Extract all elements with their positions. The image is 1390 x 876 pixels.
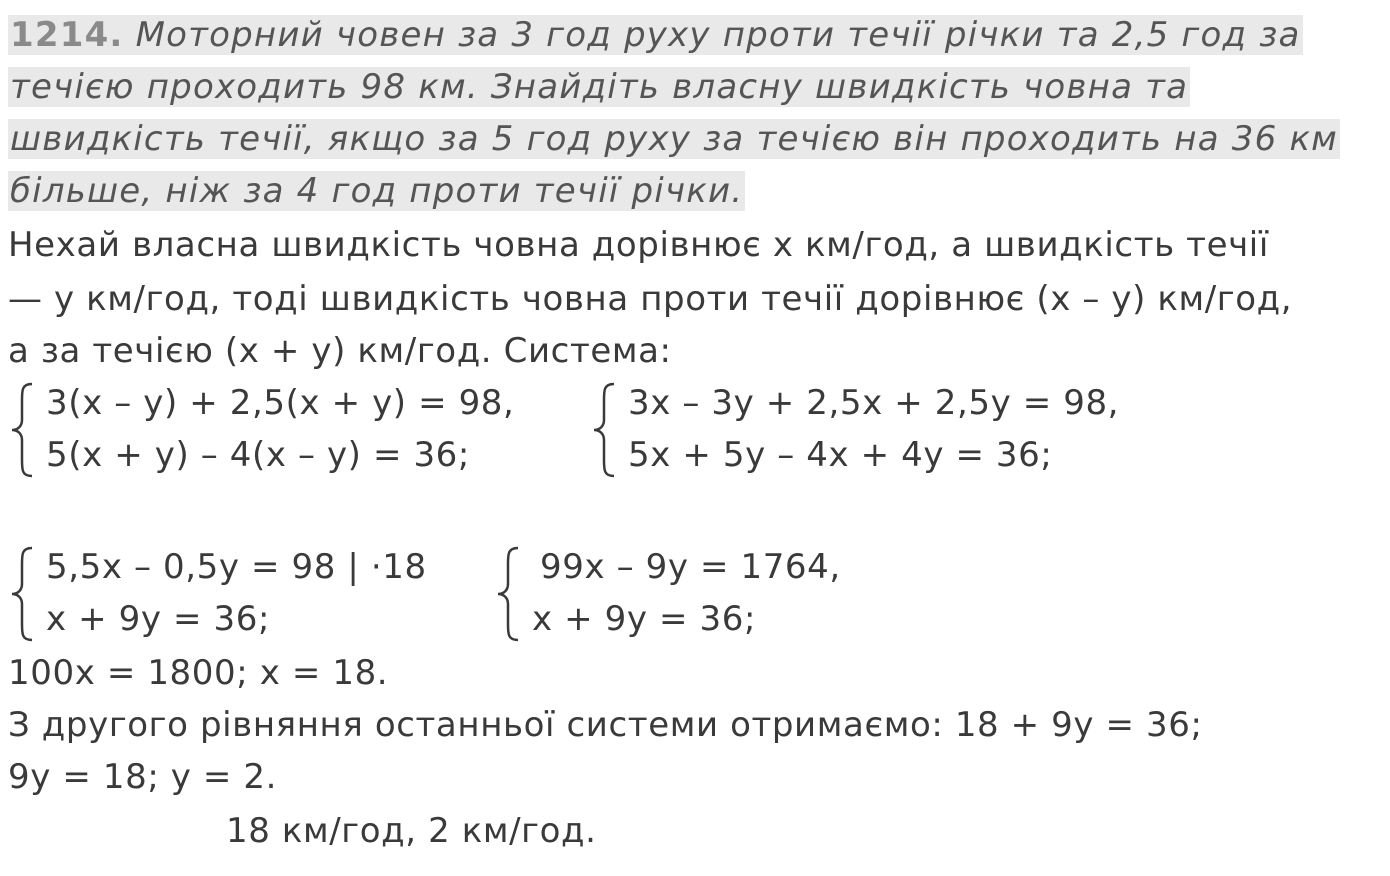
problem-text-1: Моторний човен за 3 год руху проти течії річки та 2,5 год за [135,15,1301,55]
system-1-eq-1: 3(x – y) + 2,5(x + y) = 98, [46,383,515,423]
problem-text-3: швидкість течії, якщо за 5 год руху за течією він проходить на 36 км [10,119,1339,159]
system-2-eq-2: 5x + 5y – 4x + 4y = 36; [628,435,1053,475]
left-brace-icon [590,380,618,480]
left-brace-icon [8,544,36,644]
intro-line-1: Нехай власна швидкість човна дорівнює x км/год, а швидкість течії [8,225,1269,265]
intro-line-3: а за течією (x + y) км/год. Система: [8,331,672,371]
intro-line-2: — y км/год, тоді швидкість човна проти течії дорівнює (x – y) км/год, [8,279,1293,319]
left-brace-icon [494,544,522,644]
system-4-eq-1: 99x – 9y = 1764, [540,547,841,587]
problem-line-2 [8,62,1383,114]
problem-line-4 [8,166,1383,218]
system-3-eq-1: 5,5x – 0,5y = 98 | ·18 [46,547,427,587]
system-3-eq-2: x + 9y = 36; [46,599,270,639]
system-4-eq-2: x + 9y = 36; [532,599,756,639]
problem-line-3 [8,114,1383,166]
step-1: 100x = 1800; x = 18. [8,653,389,693]
problem-line-1 [8,10,1383,62]
problem-number: 1214. [10,15,124,55]
problem-text-4: більше, ніж за 4 год проти течії річки. [10,171,744,211]
step-2: З другого рівняння останньої системи отримаємо: 18 + 9y = 36; [8,705,1203,745]
system-2-eq-1: 3x – 3y + 2,5x + 2,5y = 98, [628,383,1120,423]
system-1 [8,378,578,482]
system-4 [494,542,894,646]
system-1-eq-2: 5(x + y) – 4(x – y) = 36; [46,435,470,475]
problem-text-2: течією проходить 98 км. Знайдіть власну швидкість човна та [10,67,1189,107]
system-3 [8,542,478,646]
system-2 [590,378,1190,482]
step-3: 9y = 18; y = 2. [8,757,278,797]
answer: 18 км/год, 2 км/год. [226,811,597,851]
left-brace-icon [8,380,36,480]
problem-statement [8,10,1383,218]
